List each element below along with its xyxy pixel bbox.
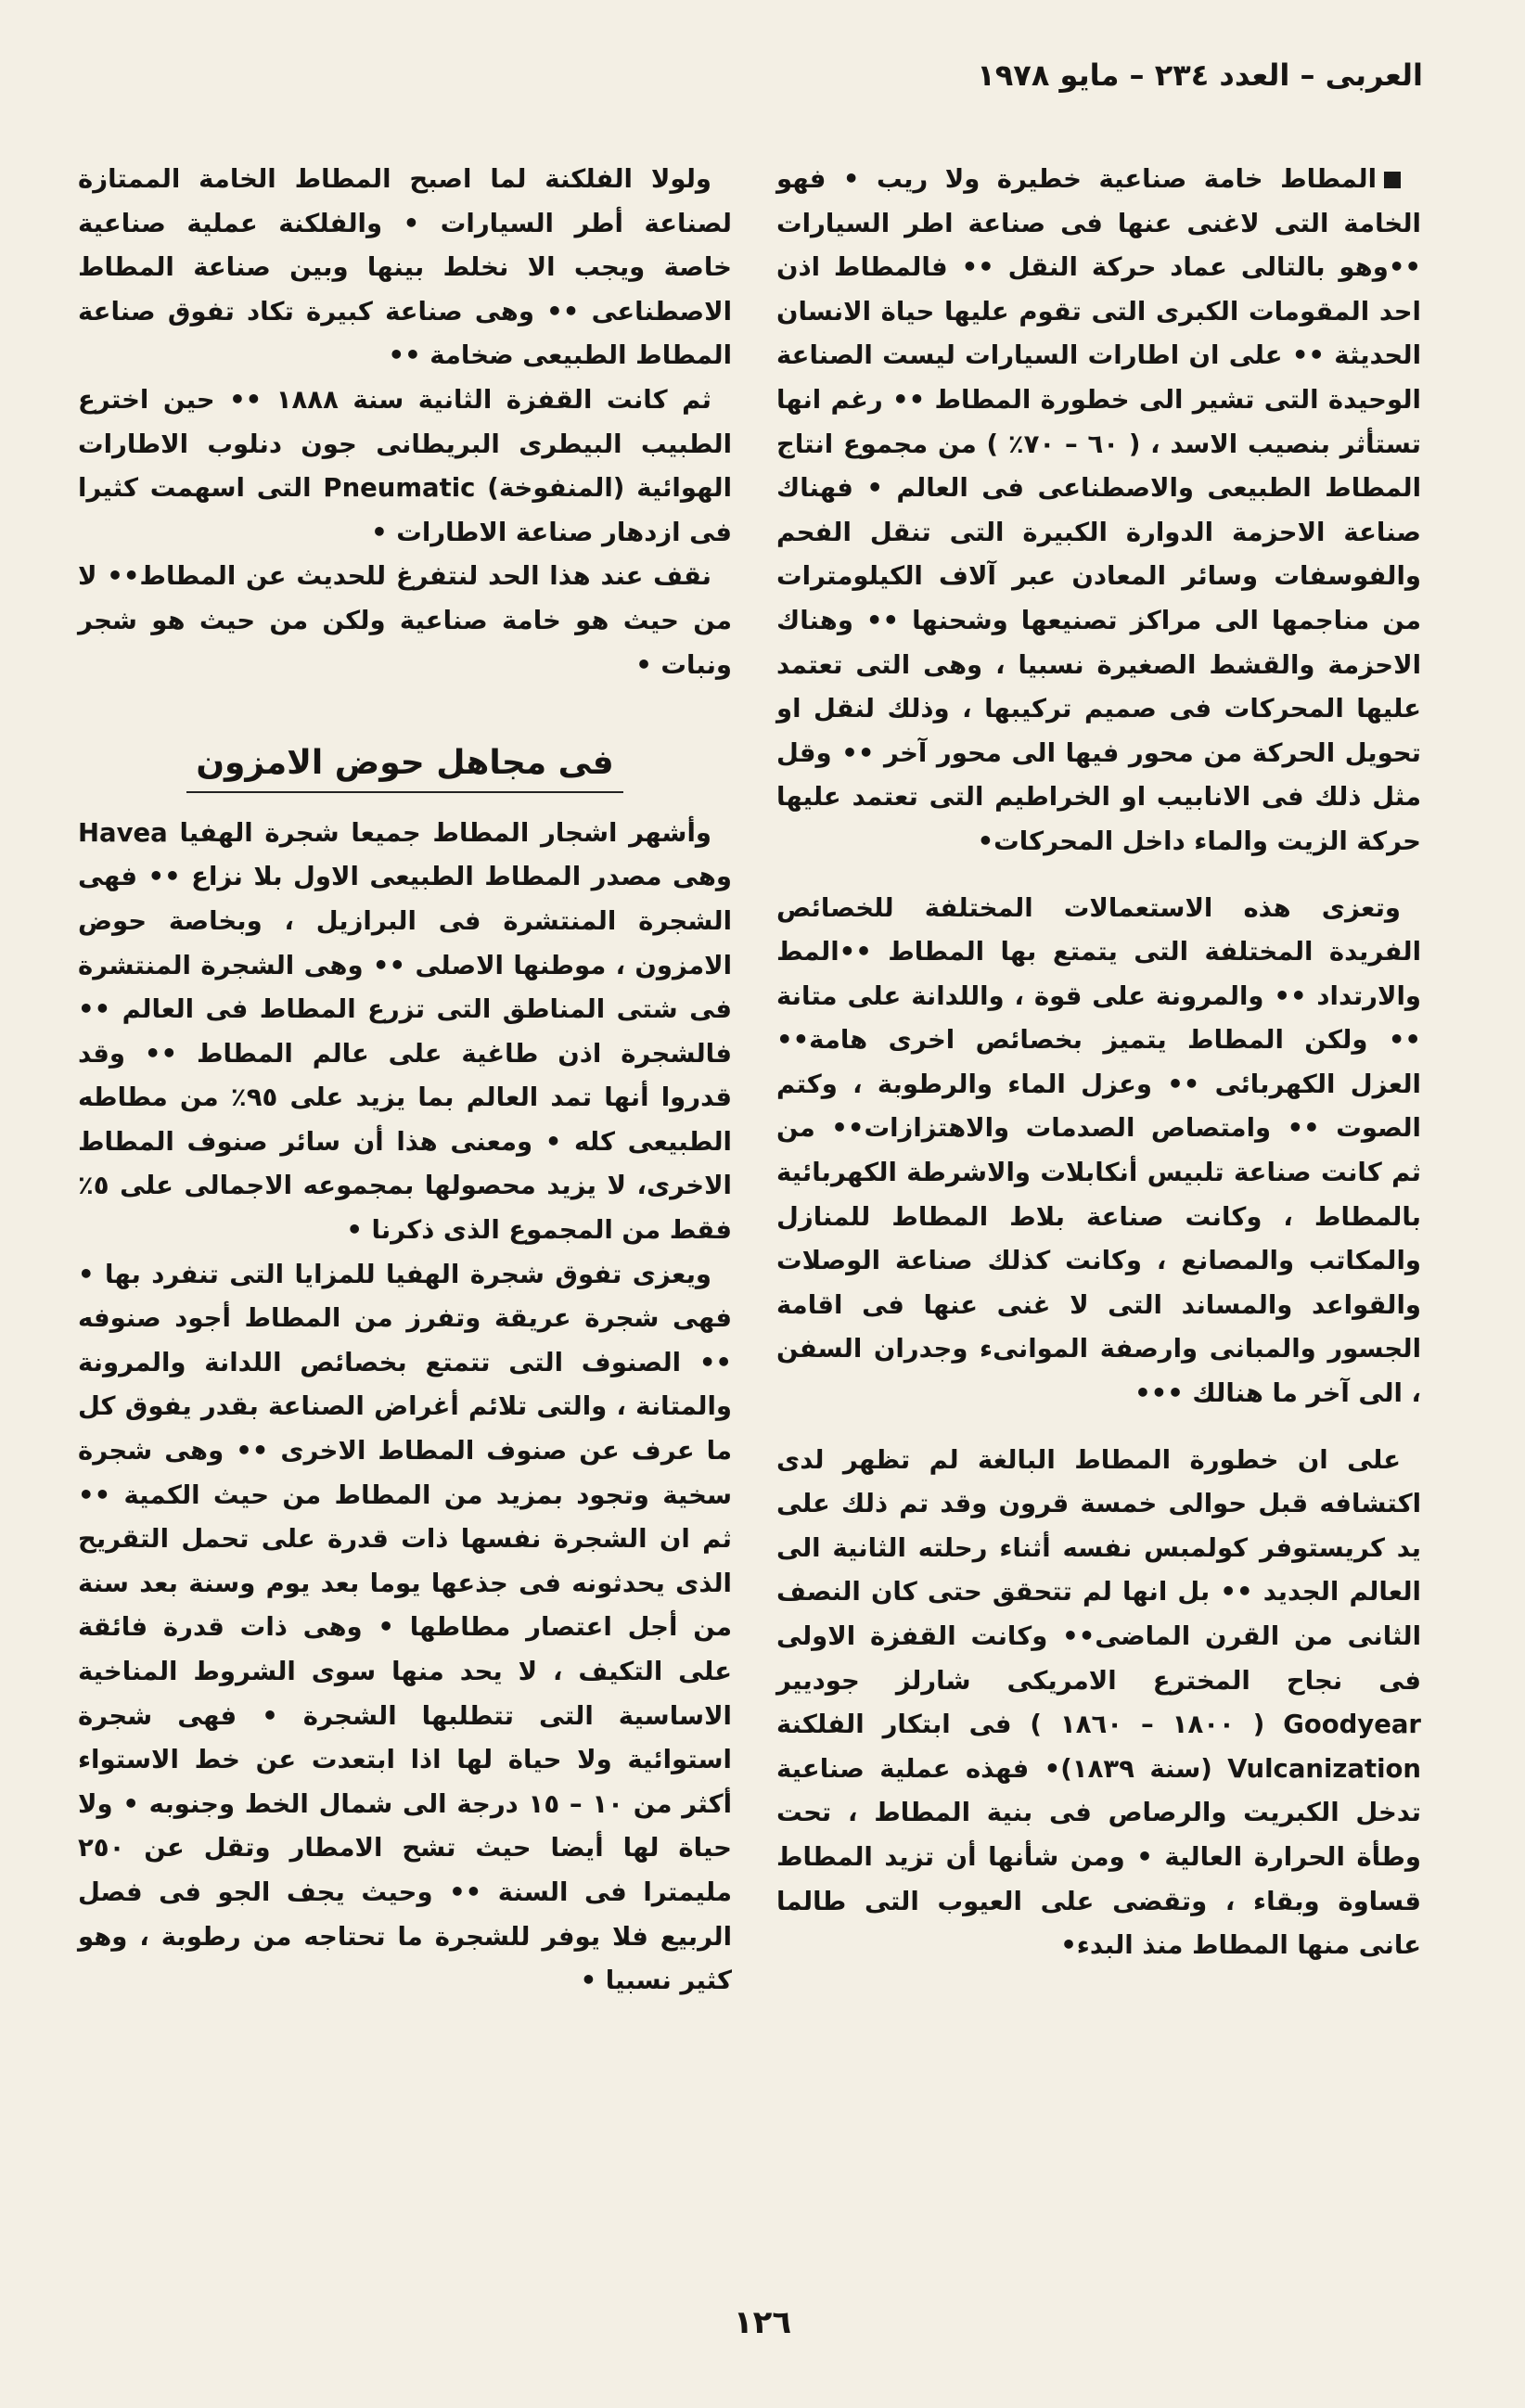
paragraph-text: المطاط خامة صناعية خطيرة ولا ريب • فهو الخامة التى لاغنى عنها فى صناعة اطر السيارات ••وهو بالتالى عماد حركة النقل •• فالمطاط اذن احد المقومات الكبرى التى تقوم عليها حياة الانسان الحديثة •• على ان اطارات السيارات ليست الصناعة الوحيدة التى تشير الى خطورة المطاط •• رغم انها تستأثر بنصيب الاسد ، ( ٦٠ – ٧٠٪ ) من مجموع انتاج المطاط الطبيعى والاصطناعى فى العالم • فهناك صناعة الاحزمة الدوارة الكبيرة التى تنقل الفحم والفوسفات وسائر المعادن عبر آلاف الكيلومترات من مناجمها الى مراكز تصنيعها وشحنها •• وهناك الاحزمة والقشط الصغيرة نسبيا ، وهى التى تعتمد عليها المحركات فى صميم تركيبها ، وذلك لنقل او تحويل الحركة من محور فيها الى محور آخر •• وقل مثل ذلك فى الانابيب او الخراطيم التى تعتمد عليها حركة الزيت والماء داخل المحركات• [776,164,1422,856]
section-heading [78,741,732,793]
right-column [776,158,1421,1968]
section-heading-text: فى مجاهل حوض الامزون [186,741,622,793]
paragraph: وأشهر اشجار المطاط جميعا شجرة الهفيا Havea وهى مصدر المطاط الطبيعى الاول بلا نزاع •• فهى الشجرة المنتشرة فى البرازيل ، وبخاصة حوض الامزون ، موطنها الاصلى •• وهى الشجرة المنتشرة فى شتى المناطق التى تزرع المطاط فى العالم •• فالشجرة اذن طاغية على عالم المطاط •• وقد قدروا أنها تمد العالم بما يزيد على ٩٥٪ من مطاطه الطبيعى كله • ومعنى هذا أن سائر صنوف المطاط الاخرى، لا يزيد محصولها بمجموعه الاجمالى على ٥٪ فقط من المجموع الذى ذكرنا • [78,817,732,1246]
square-bullet-icon [1384,172,1401,188]
paragraph: على ان خطورة المطاط البالغة لم تظهر لدى اكتشافه قبل حوالى خمسة قرون وقد تم ذلك على يد كريستوفر كولمبس نفسه أثناء رحلته الثانية الى العالم الجديد •• بل انها لم تتحقق حتى كان النصف الثانى من القرن الماضى•• وكانت القفزة الاولى فى نجاح المخترع الامريكى شارلز جوديير Goodyear ( ١٨٠٠ – ١٨٦٠ ) فى ابتكار الفلكنة Vulcanization (سنة ١٨٣٩)• فهذه عملية صناعية تدخل الكبريت والرصاص فى بنية المطاط ، تحت وطأة الحرارة العالية • ومن شأنها أن تزيد المطاط قساوة وبقاء ، وتقضى على العيوب التى طالما عانى منها المطاط منذ البدء• [776,1444,1422,1961]
paragraph: ولولا الفلكنة لما اصبح المطاط الخامة الممتازة لصناعة أطر السيارات • والفلكنة عملية صناعية خاصة ويجب الا نخلط بينها وبين صناعة المطاط الاصطناعى •• وهى صناعة كبيرة تكاد تفوق صناعة المطاط الطبيعى ضخامة •• [78,164,732,371]
paragraph: وتعزى هذه الاستعمالات المختلفة للخصائص الفريدة المختلفة التى يتمتع بها المطاط ••المط والارتداد •• والمرونة على قوة ، واللدانة على متانة •• ولكن المطاط يتميز بخصائص اخرى هامة•• العزل الكهربائى •• وعزل الماء والرطوبة ، وكتم الصوت •• وامتصاص الصدمات والاهتزازات•• من ثم كانت صناعة تلبيس أنكابلات والاشرطة الكهربائية بالمطاط ، وكانت صناعة بلاط المطاط للمنازل والمكاتب والمصانع ، وكانت كذلك صناعة الوصلات والقواعد والمساند التى لا غنى عنها فى اقامة الجسور والمبانى وارصفة الموانىء وجدران السفن ، الى آخر ما هنالك ••• [776,892,1421,1409]
running-header: العربى – العدد ٢٣٤ – مايو ١٩٧٨ [977,58,1423,93]
paragraph: ويعزى تفوق شجرة الهفيا للمزايا التى تنفرد بها • فهى شجرة عريقة وتفرز من المطاط أجود صنوفه •• الصنوف التى تتمتع بخصائص اللدانة والمرونة والمتانة ، والتى تلائم أغراض الصناعة بقدر يفوق كل ما عرف عن صنوف المطاط الاخرى •• وهى شجرة سخية وتجود بمزيد من المطاط من حيث الكمية •• ثم ان الشجرة نفسها ذات قدرة على تحمل التقريح الذى يحدثونه فى جذعها يوما بعد يوم وسنة بعد سنة من أجل اعتصار مطاطها • وهى ذات قدرة فائقة على التكيف ، لا يحد منها سوى الشروط المناخية الاساسية التى تتطلبها الشجرة • فهى شجرة استوائية ولا حياة لها اذا ابتعدت عن خط الاستواء أكثر من ١٠ – ١٥ درجة الى شمال الخط وجنوبه • ولا حياة لها أيضا حيث تشح الامطار وتقل عن ٢٥٠ مليمترا فى السنة •• وحيث يجف الجو فى فصل الربيع فلا يوفر للشجرة ما تحتاجه من رطوبة ، وهو كثير نسبيا • [78,1259,732,1996]
left-column [78,158,732,2004]
paragraph [776,158,1421,865]
paragraph: نقف عند هذا الحد لنتفرغ للحديث عن المطاط•• لا من حيث هو خامة صناعية ولكن من حيث هو شجر ونبات • [78,561,732,680]
paragraph: ثم كانت القفزة الثانية سنة ١٨٨٨ •• حين اخترع الطبيب البيطرى البريطانى جون دنلوب الاطارات الهوائية (المنفوخة) Pneumatic التى اسهمت كثيرا فى ازدهار صناعة الاطارات • [78,384,732,547]
page-number: ١٢٦ [733,2304,792,2341]
